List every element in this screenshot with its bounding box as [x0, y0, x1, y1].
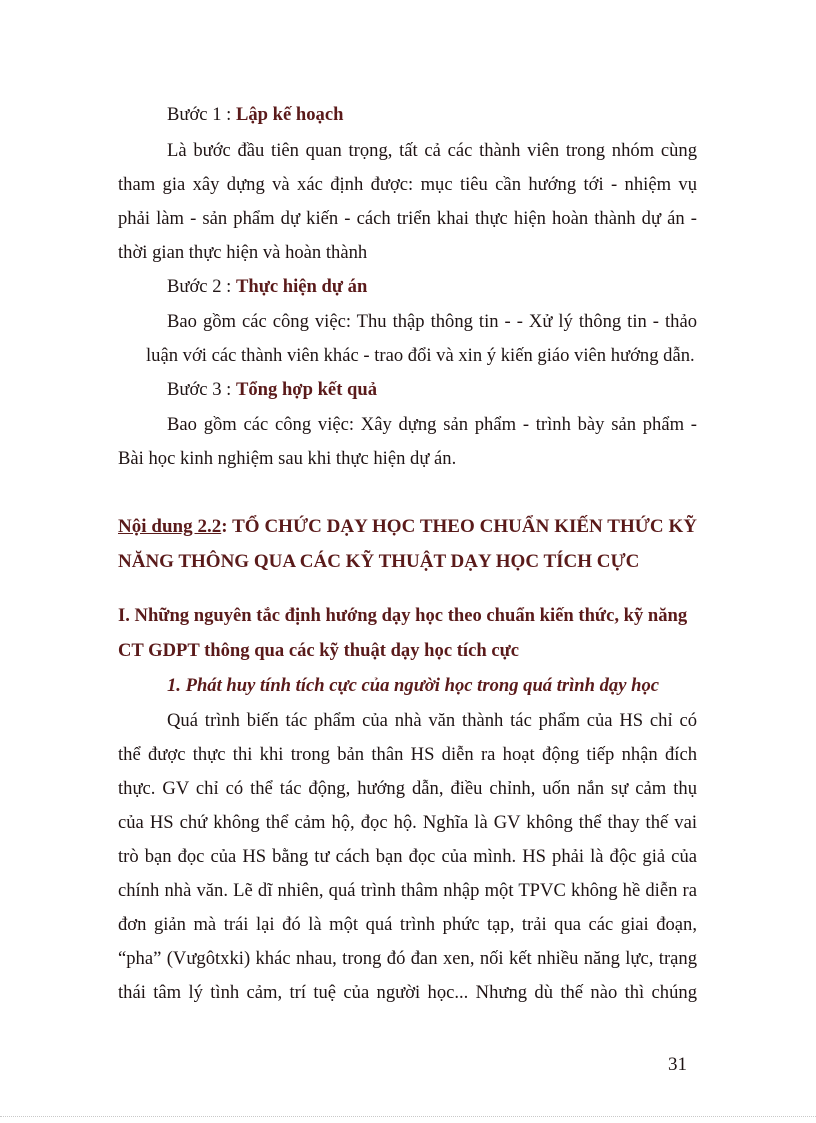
- step-3-line-1: Bao gồm các công việc: Xây dựng sản phẩm - trình bày sản phẩm -: [167, 414, 697, 435]
- step-2-line-2: luận với các thành viên khác - trao đổi và xin ý kiến giáo viên hướng dẫn.: [146, 345, 695, 366]
- step-2-heading: [167, 275, 367, 299]
- body-line-9: thái tâm lý tình cảm, trí tuệ của người học... Nhưng dù thế nào thì chúng: [118, 982, 697, 1003]
- content-heading-line-1: [118, 515, 697, 539]
- content-heading-title: : TỔ CHỨC DẠY HỌC THEO CHUẨN KIẾN THỨC KỸ: [221, 516, 697, 537]
- body-line-2: thể được thực thi khi trong bản thân HS diễn ra hoạt động tiếp nhận đích: [118, 744, 697, 765]
- body-line-7: đơn giản mà trái lại đó là một quá trình phức tạp, trải qua các giai đoạn,: [118, 914, 697, 935]
- body-line-8: “pha” (Vưgôtxki) khác nhau, trong đó đan xen, nối kết nhiều năng lực, trạng: [118, 948, 697, 969]
- step-1-line-3: phải làm - sản phẩm dự kiến - cách triển khai thực hiện hoàn thành dự án -: [118, 208, 697, 229]
- step-3-heading: [167, 378, 377, 402]
- section-heading-line-1: I. Những nguyên tắc định hướng dạy học theo chuẩn kiến thức, kỹ năng: [118, 605, 688, 626]
- body-line-3: thực. GV chỉ có thể tác động, hướng dẫn, điều chỉnh, uốn nắn sự cảm thụ: [118, 778, 697, 799]
- page-number: 31: [668, 1054, 687, 1075]
- step-2-prefix: Bước 2 :: [167, 276, 236, 297]
- body-line-1: Quá trình biến tác phẩm của nhà văn thành tác phẩm của HS chỉ có: [167, 710, 697, 731]
- step-2-title: Thực hiện dự án: [235, 276, 368, 297]
- step-3-prefix: Bước 3 :: [167, 379, 236, 400]
- content-heading-line-2: NĂNG THÔNG QUA CÁC KỸ THUẬT DẠY HỌC TÍCH CỰC: [118, 551, 640, 572]
- step-1-line-1: Là bước đầu tiên quan trọng, tất cả các thành viên trong nhóm cùng: [167, 140, 697, 161]
- section-heading-line-2: CT GDPT thông qua các kỹ thuật dạy học tích cực: [118, 640, 519, 661]
- step-1-line-4: thời gian thực hiện và hoàn thành: [118, 242, 368, 263]
- body-line-6: chính nhà văn. Lẽ dĩ nhiên, quá trình thâm nhập một TPVC không hề diễn ra: [118, 880, 697, 901]
- subheading: 1. Phát huy tính tích cực của người học trong quá trình dạy học: [167, 675, 660, 696]
- step-1-title: Lập kế hoạch: [235, 104, 344, 125]
- step-1-heading: [167, 103, 343, 127]
- step-2-line-1: Bao gồm các công việc: Thu thập thông tin - - Xử lý thông tin - thảo: [167, 311, 697, 332]
- body-line-4: của HS chứ không thể cảm hộ, đọc hộ. Nghĩa là GV không thể thay thế vai: [118, 812, 697, 833]
- step-1-line-2: tham gia xây dựng và xác định được: mục tiêu cần hướng tới - nhiệm vụ: [118, 174, 697, 195]
- body-line-5: trò bạn đọc của HS bằng tư cách bạn đọc của mình. HS phải là độc giả của: [118, 846, 697, 867]
- step-1-prefix: Bước 1 :: [167, 104, 236, 125]
- content-heading-label: Nội dung 2.2: [118, 516, 222, 537]
- step-3-line-2: Bài học kinh nghiệm sau khi thực hiện dự án.: [118, 448, 457, 469]
- page-bottom-divider: [0, 1116, 816, 1117]
- step-3-title: Tổng hợp kết quả: [235, 379, 378, 400]
